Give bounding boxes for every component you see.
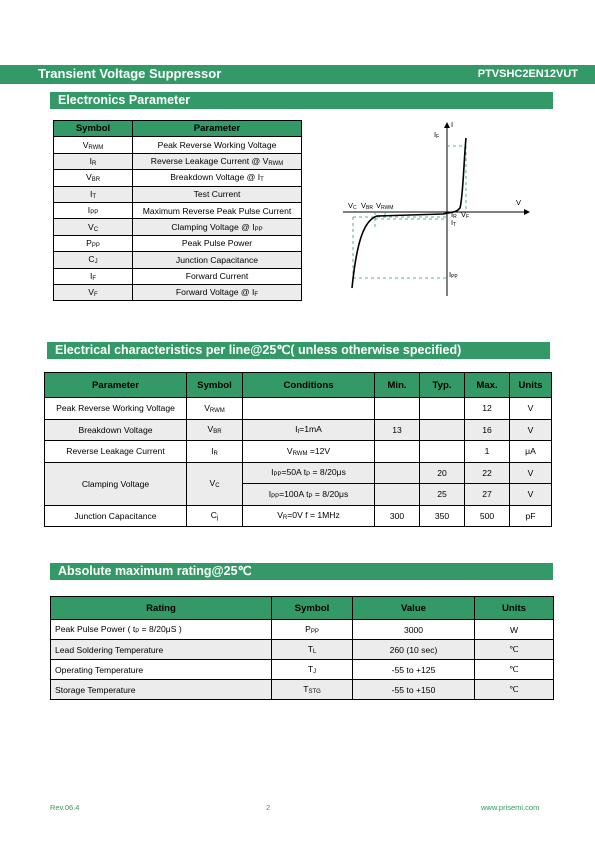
section-electronics-parameter — [50, 92, 553, 109]
col-header: Conditions — [243, 373, 375, 398]
col-header: Max. — [465, 373, 510, 398]
table-row: Storage Temperature $T_{STG}$ -55 to +150 ℃ — [51, 680, 554, 700]
col-header: Min. — [375, 373, 420, 398]
table-row: Clamping Voltage $V_C$ $I_{PP}=50A$ $t_P = 8/20\mu s$ 20 22 V — [45, 462, 552, 484]
table-row: Peak Pulse Power ( $t_P = 8/20\mu S$ ) $P_{PP}$ 3000 W — [51, 620, 554, 640]
table-row: Reverse Leakage Current $I_R$ $V_{RWM} =12V$ 1 μA — [45, 441, 552, 463]
section-heading: Electrical characteristics per line@25℃( unless otherwise specified) — [55, 343, 462, 357]
table-row: Peak Reverse Working Voltage $V_{RWM}$ 12 V — [45, 398, 552, 420]
vbr-label: $V_{BR}$ — [361, 201, 373, 211]
doc-title: Transient Voltage Suppressor — [38, 66, 222, 81]
table-row: $V_{RWM}$ Peak Reverse Working Voltage — [54, 137, 302, 153]
ipp-label: $I_{PP}$ — [449, 270, 458, 280]
absolute-max-table — [50, 596, 554, 700]
i-axis-label: I — [451, 120, 454, 129]
table-row: $I_F$ Forward Current — [54, 268, 302, 284]
table-row: Operating Temperature $T_J$ -55 to +125 ℃ — [51, 660, 554, 680]
ir-label: $I_R$ — [451, 210, 457, 220]
col-header: Symbol — [272, 597, 353, 620]
table-row: Breakdown Voltage $V_{BR}$ $I_t=1mA$ 13 16 V — [45, 419, 552, 441]
col-header: Rating — [51, 597, 272, 620]
table-row: $V_{BR}$ Breakdown Voltage @ $I_T$ — [54, 170, 302, 186]
table-row: $I_{PP}=100A$ $t_P = 8/20\mu s$ 25 27 V — [45, 484, 552, 506]
col-header: Parameter — [45, 373, 187, 398]
electrical-table — [44, 372, 552, 527]
vf-label: $V_F$ — [461, 210, 470, 220]
table-row: $V_F$ Forward Voltage @ $I_F$ — [54, 284, 302, 300]
header-bar — [0, 65, 595, 84]
table-row: $I_{PP}$ Maximum Reverse Peak Pulse Current — [54, 202, 302, 218]
col-header: Value — [353, 597, 475, 620]
section-absolute-max — [50, 563, 553, 580]
if-label: $I_F$ — [434, 130, 440, 140]
part-number: PTVSHC2EN12VUT — [477, 68, 578, 80]
table-row: $I_T$ Test Current — [54, 186, 302, 202]
v-axis-label: V — [516, 198, 522, 207]
vrwm-label: $V_{RWM}$ — [376, 201, 394, 211]
table-row: $I_R$ Reverse Leakage Current @ $V_{RWM}$ — [54, 153, 302, 169]
table-row: $P_{PP}$ Peak Pulse Power — [54, 235, 302, 251]
table-row: Lead Soldering Temperature $T_L$ 260 (10 sec) ℃ — [51, 640, 554, 660]
table-row: $C_J$ Junction Capacitance — [54, 252, 302, 268]
iv-curve — [352, 138, 466, 288]
table-row: $V_C$ Clamping Voltage @ $I_{PP}$ — [54, 219, 302, 235]
footer-revision: Rev.06.4 — [50, 803, 80, 812]
col-header: Symbol — [54, 121, 133, 137]
vc-label: $V_C$ — [348, 201, 357, 211]
table-row: Junction Capacitance $C_j$ $V_R=0V$ f = 1MHz 300 350 500 pF — [45, 505, 552, 527]
col-header: Units — [475, 597, 554, 620]
symbol-table — [53, 120, 302, 301]
it-label: $I_T$ — [451, 218, 457, 228]
section-heading: Absolute maximum rating@25℃ — [58, 564, 252, 578]
footer-website[interactable]: www.prisemi.com — [481, 803, 540, 812]
col-header: Typ. — [420, 373, 465, 398]
iv-curve-diagram — [335, 118, 535, 300]
footer-page-number: 2 — [266, 803, 271, 812]
col-header: Symbol — [187, 373, 243, 398]
col-header: Parameter — [133, 121, 302, 137]
col-header: Units — [510, 373, 552, 398]
section-electrical-characteristics — [47, 342, 550, 359]
section-heading: Electronics Parameter — [58, 93, 191, 107]
